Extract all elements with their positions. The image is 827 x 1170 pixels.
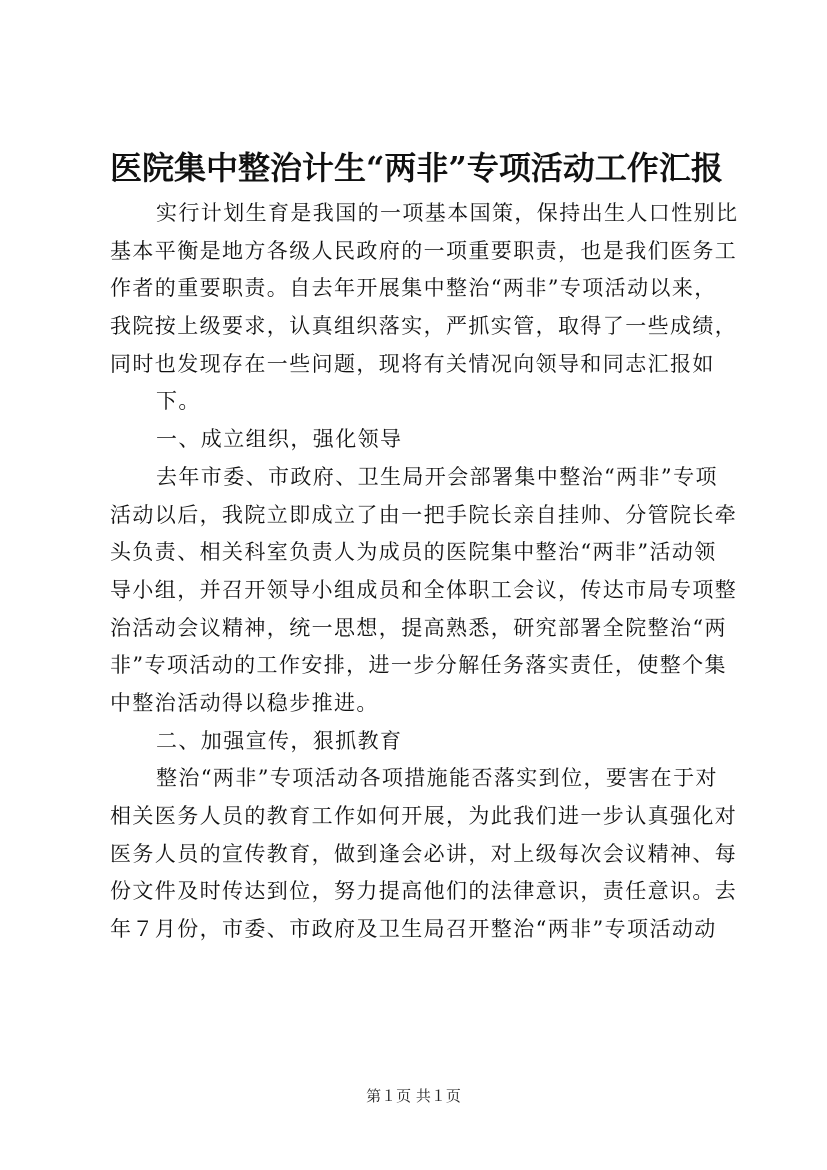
body-text-line: 去年市委、市政府、卫生局开会部署集中整治“两非”专项 xyxy=(156,464,718,489)
document-title: 医院集中整治计生“两非”专项活动工作汇报 xyxy=(110,149,723,187)
body-text-line: 下。 xyxy=(156,389,201,414)
body-text-line: 份文件及时传达到位，努力提高他们的法律意识，责任意识。去 xyxy=(110,879,738,904)
body-text-line: 同时也发现存在一些问题，现将有关情况向领导和同志汇报如 xyxy=(110,351,715,376)
page-number-footer: 第１页 共１页 xyxy=(366,1087,461,1105)
body-text-line: 一、成立组织，强化领导 xyxy=(156,427,403,452)
body-text-line: 相关医务人员的教育工作如何开展，为此我们进一步认真强化对 xyxy=(110,804,738,828)
body-text-line: 头负责、相关科室负责人为成员的医院集中整治“两非”活动领 xyxy=(110,540,717,565)
body-text-line: 医务人员的宣传教育，做到逢会必讲，对上级每次会议精神、每 xyxy=(110,841,738,866)
body-text-line: 活动以后，我院立即成立了由一把手院长亲自挂帅、分管院长牵 xyxy=(110,502,738,527)
body-text-line: 二、加强宣传，狠抓教育 xyxy=(156,728,403,753)
body-text-line: 基本平衡是地方各级人民政府的一项重要职责，也是我们医务工 xyxy=(110,238,738,263)
body-text-line: 整治“两非”专项活动各项措施能否落实到位，要害在于对 xyxy=(156,766,718,791)
document-body xyxy=(110,195,740,949)
body-text-line: 治活动会议精神，统一思想，提高熟悉，研究部署全院整治“两 xyxy=(110,615,727,640)
body-text-line: 我院按上级要求，认真组织落实，严抓实管，取得了一些成绩， xyxy=(110,314,738,339)
body-text-line: 作者的重要职责。自去年开展集中整治“两非”专项活动以来， xyxy=(110,276,717,301)
body-text-line: 非”专项活动的工作安排，进一步分解任务落实责任，使整个集 xyxy=(110,653,727,678)
body-text-line: 中整治活动得以稳步推进。 xyxy=(110,690,379,715)
body-text-line: 年７月份，市委、市政府及卫生局召开整治“两非”专项活动动 xyxy=(110,917,717,942)
body-text-line: 实行计划生育是我国的一项基本国策，保持出生人口性别比 xyxy=(156,201,739,225)
body-text-line: 导小组，并召开领导小组成员和全体职工会议，传达市局专项整 xyxy=(110,577,738,602)
